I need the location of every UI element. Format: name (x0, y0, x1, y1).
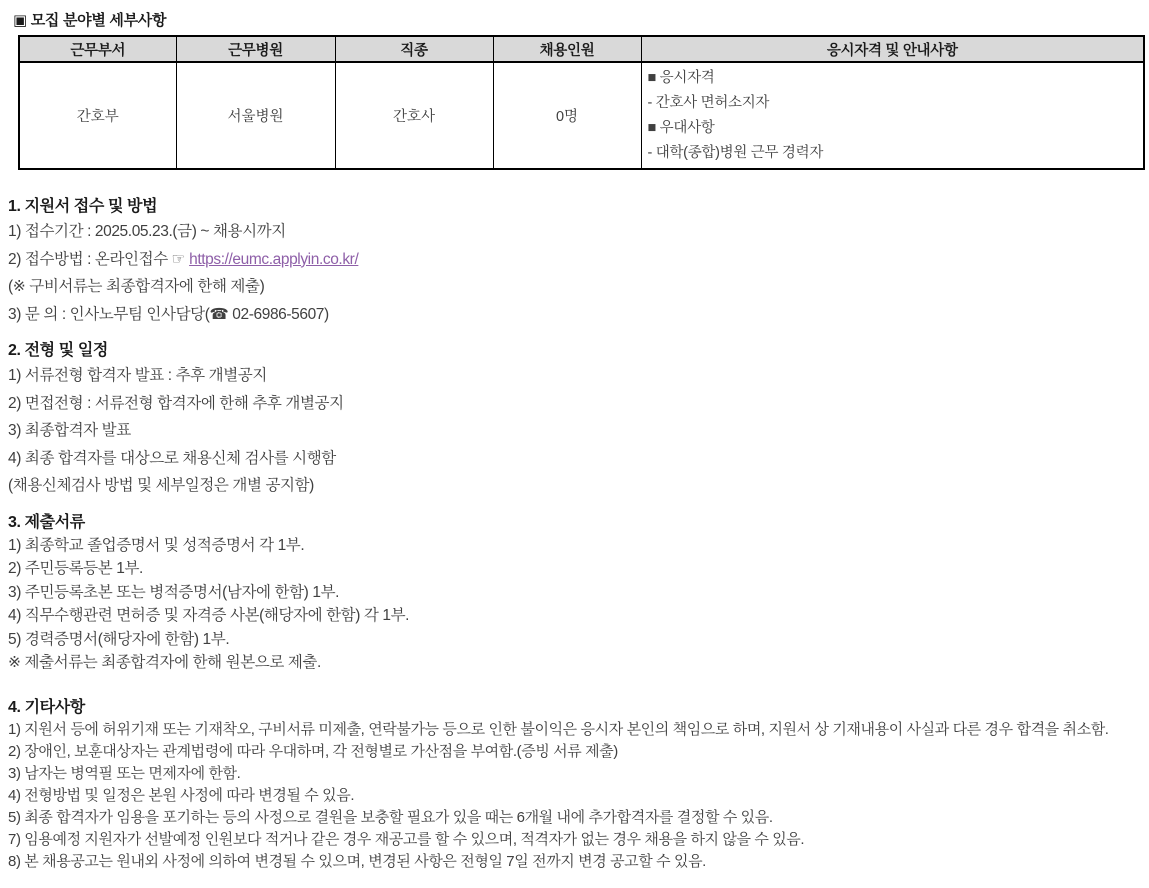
page-title: ▣ 모집 분야별 세부사항 (13, 12, 167, 29)
misc-line: 1) 지원서 등에 허위기재 또는 기재착오, 구비서류 미제출, 연락불가능 등으로 인한 불이익은 응시자 본인의 책임으로 하며, 지원서 상 기재내용이 사실과 다른 경우 합격을 취소함. (8, 720, 1109, 738)
table-header-row (19, 36, 1144, 62)
cell-job-type: 간호사 (335, 62, 493, 169)
col-header-qualifications: 응시자격 및 안내사항 (641, 36, 1144, 62)
section-application (8, 196, 1149, 328)
application-method-prefix: 2) 접수방법 : 온라인접수 (8, 250, 172, 268)
notice-sections (8, 196, 1149, 873)
cell-qualifications (641, 62, 1144, 169)
section-schedule (8, 340, 1149, 500)
misc-line: 8) 본 채용공고는 원내외 사정에 의하여 변경될 수 있으며, 변경된 사항은 전형일 7일 전까지 변경 공고할 수 있음. (8, 852, 706, 870)
qualification-line: - 간호사 면허소지자 (647, 94, 770, 111)
document-note-line: ※ 제출서류는 최종합격자에 한해 원본으로 제출. (8, 654, 321, 671)
section-heading-schedule: 2. 전형 및 일정 (8, 342, 108, 359)
misc-line: 7) 임용예정 지원자가 선발예정 인원보다 적거나 같은 경우 재공고를 할 수 있으며, 적격자가 없는 경우 채용을 하지 않을 수 있음. (8, 830, 805, 848)
misc-line: 2) 장애인, 보훈대상자는 관계법령에 따라 우대하며, 각 전형별로 가산점을 부여함.(증빙 서류 제출) (8, 742, 618, 760)
section-heading-misc: 4. 기타사항 (8, 698, 85, 716)
misc-line: 3) 남자는 병역필 또는 면제자에 한함. (8, 764, 241, 782)
application-method-line (8, 246, 1149, 274)
application-note-line: (※ 구비서류는 최종합격자에 한해 제출) (8, 278, 265, 295)
document-line: 5) 경력증명서(해당자에 한함) 1부. (8, 630, 230, 648)
schedule-line: 3) 최종합격자 발표 (8, 422, 131, 439)
document-line: 1) 최종학교 졸업증명서 및 성적증명서 각 1부. (8, 536, 305, 554)
qualification-line: - 대학(종합)병원 근무 경력자 (647, 144, 824, 161)
cell-hospital: 서울병원 (176, 62, 335, 169)
misc-line: 5) 최종 합격자가 임용을 포기하는 등의 사정으로 결원을 보충할 필요가 있을 때는 6개월 내에 추가합격자를 결정할 수 있음. (8, 808, 773, 826)
schedule-line: 2) 면접전형 : 서류전형 합격자에 한해 추후 개별공지 (8, 394, 344, 412)
section-heading-application: 1. 지원서 접수 및 방법 (8, 198, 158, 215)
col-header-department: 근무부서 (19, 36, 176, 62)
document-line: 3) 주민등록초본 또는 병적증명서(남자에 한함) 1부. (8, 583, 340, 601)
table-row (19, 62, 1144, 169)
schedule-line: 1) 서류전형 합격자 발표 : 추후 개별공지 (8, 367, 267, 384)
cell-department: 간호부 (19, 62, 176, 169)
section-heading-documents: 3. 제출서류 (8, 513, 85, 531)
schedule-line: (채용신체검사 방법 및 세부일정은 개별 공지함) (8, 477, 314, 494)
contact-line: 3) 문 의 : 인사노무팀 인사담당(☎ 02-6986-5607) (8, 305, 329, 323)
cell-headcount: 0명 (493, 62, 641, 169)
schedule-line: 4) 최종 합격자를 대상으로 채용신체 검사를 시행함 (8, 449, 336, 467)
col-header-hospital: 근무병원 (176, 36, 335, 62)
qualification-line: ■ 우대사항 (647, 119, 715, 136)
misc-line: 4) 전형방법 및 일정은 본원 사정에 따라 변경될 수 있음. (8, 786, 355, 804)
document-line: 4) 직무수행관련 면허증 및 자격증 사본(해당자에 한함) 각 1부. (8, 607, 410, 624)
pointing-hand-icon: ☞ (171, 250, 186, 268)
application-url-link[interactable]: https://eumc.applyin.co.kr/ (189, 250, 359, 268)
col-header-headcount: 채용인원 (493, 36, 641, 62)
section-documents (8, 512, 1149, 675)
qualification-line: ■ 응시자격 (647, 69, 715, 86)
section-misc (8, 697, 1149, 873)
application-period-line: 1) 접수기간 : 2025.05.23.(금) ~ 채용시까지 (8, 223, 286, 240)
recruitment-table (18, 35, 1145, 170)
col-header-job-type: 직종 (335, 36, 493, 62)
document-line: 2) 주민등록등본 1부. (8, 560, 143, 577)
